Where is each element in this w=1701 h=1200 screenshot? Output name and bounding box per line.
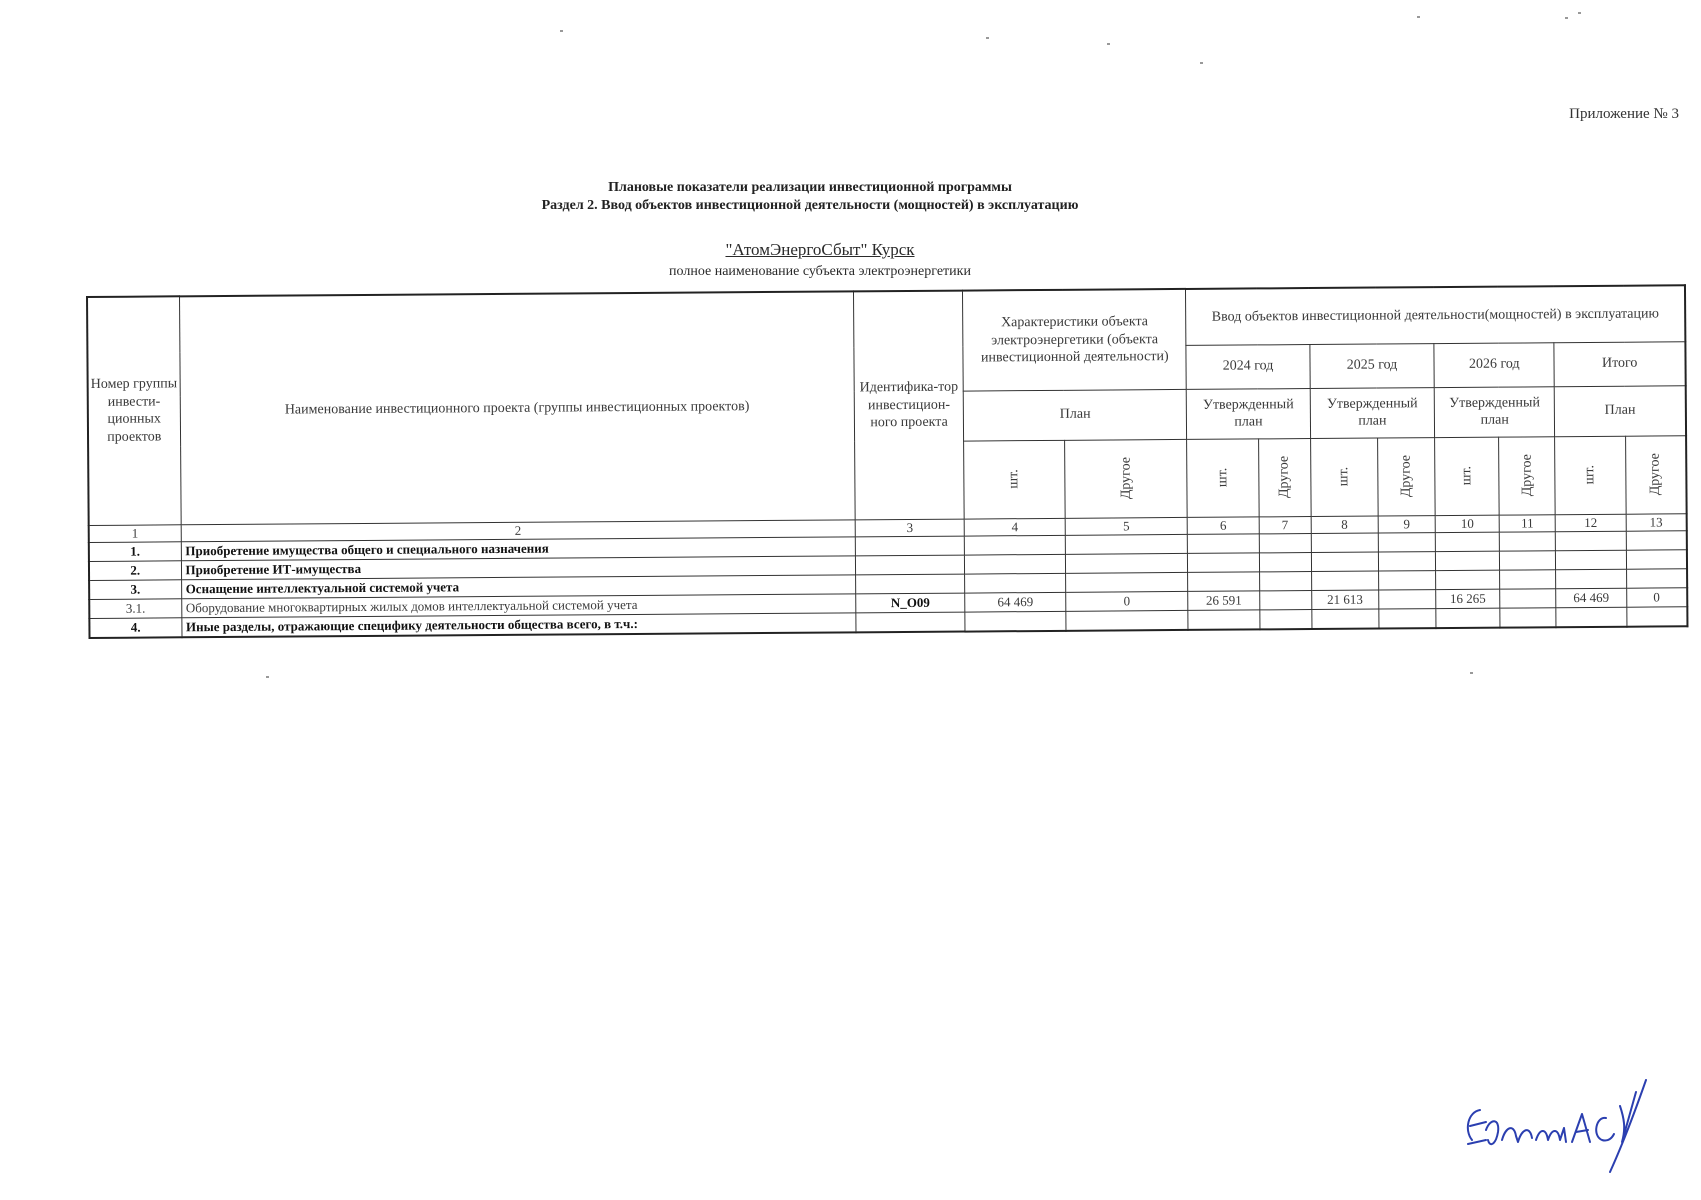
row-identifier xyxy=(855,536,964,556)
row-2025-other xyxy=(1379,589,1437,608)
row-2024-units xyxy=(1188,610,1260,630)
row-2026-other xyxy=(1499,550,1555,569)
appendix-label: Приложение № 3 xyxy=(1569,106,1679,122)
row-identifier xyxy=(856,574,965,594)
row-2026-units xyxy=(1436,570,1500,589)
row-plan-units xyxy=(965,554,1066,574)
row-2026-other xyxy=(1500,569,1556,588)
header-approved-plan-2026: Утвержденный план xyxy=(1434,386,1555,437)
row-2024-other xyxy=(1259,533,1311,552)
row-2024-other xyxy=(1259,552,1311,571)
row-2026-units xyxy=(1435,532,1499,551)
row-number: 1. xyxy=(89,542,181,562)
section-title: Раздел 2. Ввод объектов инвестиционной деятельности (мощностей) в эксплуатацию xyxy=(541,198,1079,213)
row-2026-other xyxy=(1499,531,1555,550)
header-other: Другое xyxy=(1499,436,1556,514)
row-plan-units xyxy=(965,611,1066,631)
row-plan-other xyxy=(1066,610,1188,630)
row-2026-other xyxy=(1500,607,1556,627)
row-2024-units xyxy=(1188,534,1260,554)
row-number: 4. xyxy=(89,618,181,638)
column-number: 6 xyxy=(1187,516,1259,534)
row-total-units xyxy=(1556,531,1626,551)
investment-table xyxy=(86,284,1688,638)
column-number: 3 xyxy=(855,519,964,537)
row-total-other xyxy=(1626,569,1687,588)
handwritten-signature xyxy=(1460,1070,1650,1180)
header-plan: План xyxy=(964,389,1187,441)
row-identifier: N_O09 xyxy=(856,593,965,613)
column-number: 13 xyxy=(1626,513,1687,531)
row-plan-other xyxy=(1066,572,1188,592)
row-2025-other xyxy=(1378,570,1436,589)
row-2025-units xyxy=(1312,609,1379,629)
column-number: 5 xyxy=(1065,517,1187,535)
header-other: Другое xyxy=(1065,439,1188,518)
header-other: Другое xyxy=(1258,438,1311,516)
header-identifier: Идентифика-тор инвестицион-ного проекта xyxy=(853,291,964,520)
column-number: 2 xyxy=(181,519,856,541)
header-year-2024: 2024 год xyxy=(1186,344,1310,389)
row-2025-units xyxy=(1311,571,1378,590)
row-2026-other xyxy=(1500,588,1556,607)
column-number: 1 xyxy=(89,524,181,542)
row-2025-other xyxy=(1379,608,1437,628)
row-number: 3. xyxy=(89,580,181,600)
column-number: 4 xyxy=(964,518,1065,536)
row-2026-units: 16 265 xyxy=(1436,589,1500,608)
row-plan-units xyxy=(965,573,1066,593)
header-year-2026: 2026 год xyxy=(1434,342,1554,387)
row-plan-other xyxy=(1065,553,1187,573)
header-total: Итого xyxy=(1554,341,1685,386)
header-approved-plan-2024: Утвержденный план xyxy=(1187,388,1311,439)
row-number: 2. xyxy=(89,561,181,581)
row-2025-other xyxy=(1378,532,1436,551)
header-units: шт. xyxy=(1187,438,1259,517)
row-identifier xyxy=(855,555,964,575)
row-2026-units xyxy=(1436,608,1500,628)
row-total-other xyxy=(1626,550,1687,569)
row-project-name: Оснащение интеллектуальной системой учета xyxy=(181,575,856,599)
header-other: Другое xyxy=(1625,435,1686,513)
row-2024-units xyxy=(1188,553,1260,573)
row-project-name: Приобретение имущества общего и специального назначения xyxy=(181,537,856,561)
row-2025-units xyxy=(1311,552,1378,571)
row-2025-units xyxy=(1311,533,1378,552)
row-project-name: Иные разделы, отражающие специфику деятельности общества всего, в т.ч.: xyxy=(181,613,856,637)
header-project-name: Наименование инвестиционного проекта (группы инвестиционных проектов) xyxy=(179,291,855,524)
column-number: 9 xyxy=(1378,515,1436,533)
row-project-name: Оборудование многоквартирных жилых домов интеллектуальной системой учета xyxy=(181,594,856,618)
header-total-plan: План xyxy=(1555,385,1687,436)
row-total-units xyxy=(1556,607,1627,627)
row-total-other: 0 xyxy=(1626,588,1687,607)
row-plan-other xyxy=(1065,534,1187,554)
row-2025-units: 21 613 xyxy=(1311,590,1378,609)
header-approved-plan-2025: Утвержденный план xyxy=(1310,387,1435,438)
row-total-units xyxy=(1556,569,1626,589)
row-total-units xyxy=(1556,550,1626,570)
column-number: 12 xyxy=(1555,514,1625,532)
column-number: 8 xyxy=(1311,516,1378,534)
row-2026-units xyxy=(1436,551,1500,570)
column-number: 7 xyxy=(1259,516,1311,534)
row-identifier xyxy=(856,612,965,632)
row-plan-units: 64 469 xyxy=(965,592,1066,612)
row-total-other xyxy=(1626,531,1687,550)
organization-name: "АтомЭнергоСбыт" Курск xyxy=(725,240,915,259)
header-commissioning: Ввод объектов инвестиционной деятельности(мощностей) в эксплуатацию xyxy=(1186,285,1686,345)
header-group-number: Номер группы инвести-ционных проектов xyxy=(87,296,181,525)
column-number: 10 xyxy=(1435,515,1499,533)
row-plan-units xyxy=(965,535,1066,555)
row-total-units: 64 469 xyxy=(1556,588,1626,608)
header-units: шт. xyxy=(964,440,1065,519)
header-units: шт. xyxy=(1555,436,1626,515)
organization-caption: полное наименование субъекта электроэнергетики xyxy=(669,264,971,279)
row-number: 3.1. xyxy=(89,599,181,619)
row-2024-units: 26 591 xyxy=(1188,591,1260,611)
header-units: шт. xyxy=(1310,438,1378,516)
row-2024-units xyxy=(1188,572,1260,592)
header-units: шт. xyxy=(1435,437,1499,515)
row-2024-other xyxy=(1260,609,1312,629)
header-other: Другое xyxy=(1377,437,1435,515)
row-plan-other: 0 xyxy=(1066,591,1188,611)
column-number: 11 xyxy=(1499,514,1555,532)
document-title: Плановые показатели реализации инвестиционной программы xyxy=(608,180,1012,195)
row-2024-other xyxy=(1259,571,1311,590)
row-2024-other xyxy=(1259,590,1311,609)
row-total-other xyxy=(1627,607,1688,627)
header-characteristics: Характеристики объекта электроэнергетики (объекта инвестиционной деятельности) xyxy=(963,289,1187,391)
header-year-2025: 2025 год xyxy=(1310,343,1435,388)
row-project-name: Приобретение ИТ-имущества xyxy=(181,556,856,580)
row-2025-other xyxy=(1378,551,1436,570)
